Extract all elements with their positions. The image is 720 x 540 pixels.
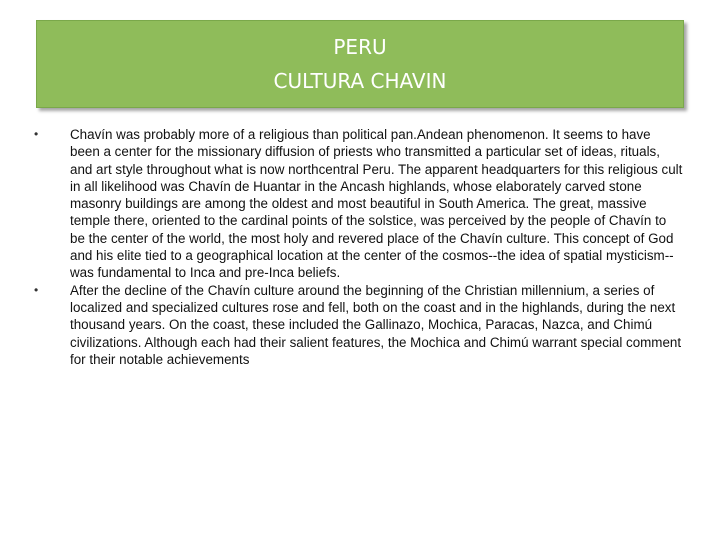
bullet-marker: • <box>34 127 39 141</box>
slide-title-line1: PERU <box>333 35 387 59</box>
bullet-text: After the decline of the Chavín culture around the beginning of the Christian millennium, a series of localized and specialized cultures rose and fell, both on the coast and in the highlands, during the next thousand years. On the coast, these included the Gallinazo, Mochica, Paracas, Nazca, and Chimú civilizations. Although each had their salient features, the Mochica and Chimú warrant special comment for their notable achievements <box>70 282 682 367</box>
bullet-list <box>34 126 684 368</box>
bullet-text: Chavín was probably more of a religious than political pan.Andean phenomenon. It seems to have been a center for the missionary diffusion of priests who transmitted a particular set of ideas, rituals, and art style throughout what is now northcentral Peru. The apparent headquarters for this religious cult in all likelihood was Chavín de Huantar in the Ancash highlands, whose elaborately carved stone masonry buildings are among the oldest and most beautiful in South America. The great, massive temple there, oriented to the cardinal points of the solstice, was perceived by the people of Chavín to be the center of the world, the most holy and revered place of the Chavín culture. This concept of God and his elite tied to a geographical location at the center of the cosmos--the idea of spatial mysticism--was fundamental to Inca and pre-Inca beliefs. <box>70 127 683 281</box>
bullet-item-chavin-religion <box>34 126 684 282</box>
slide-body <box>34 126 684 368</box>
bullet-marker: • <box>34 282 39 297</box>
slide-title-line2: CULTURA CHAVIN <box>273 69 447 93</box>
title-box <box>36 20 684 108</box>
bullet-item-chavin-decline <box>34 282 684 368</box>
